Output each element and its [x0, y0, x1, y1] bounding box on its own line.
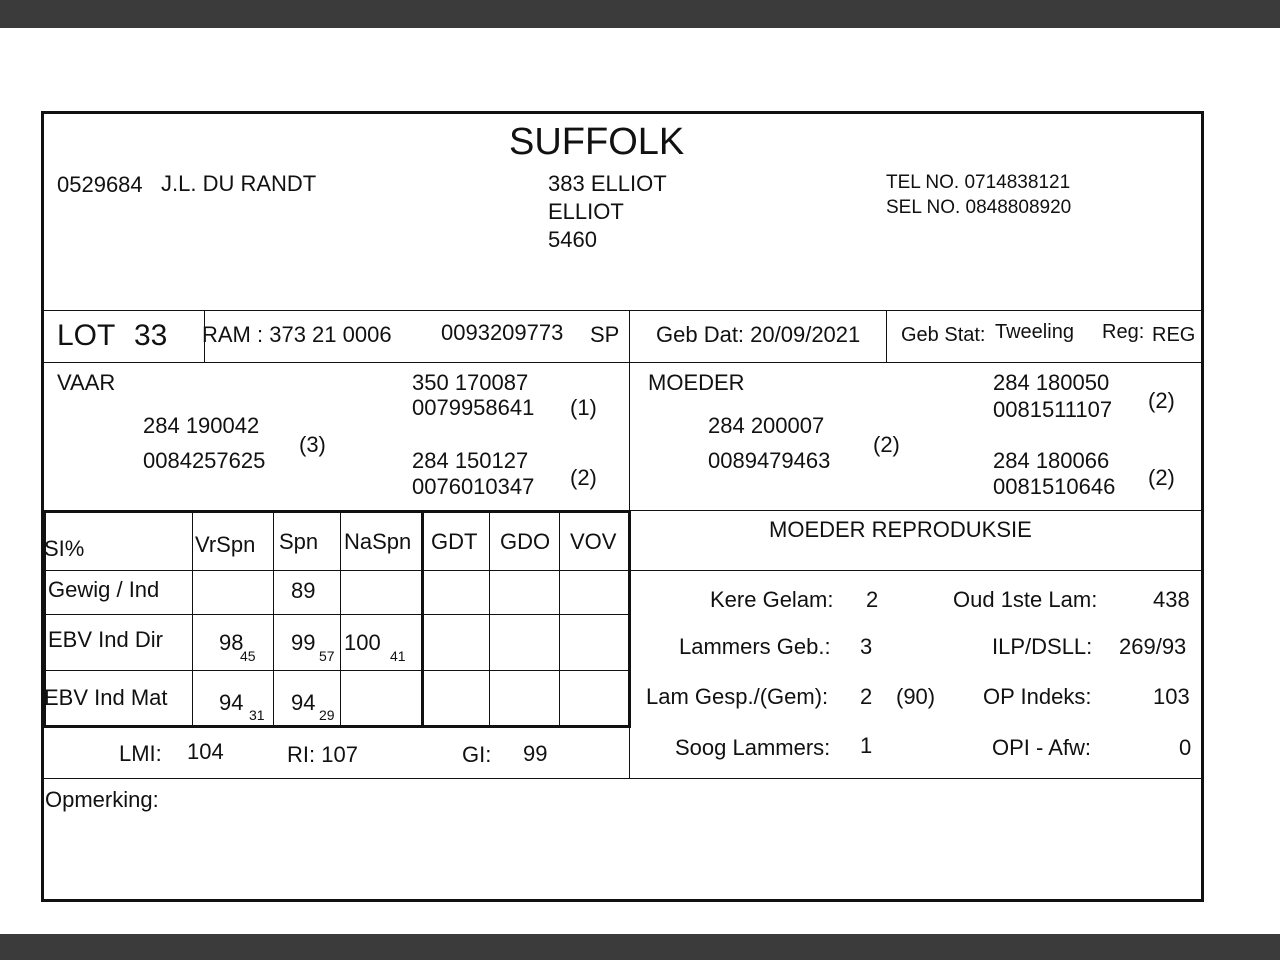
row-label-ebv-dir: EBV Ind Dir [48, 627, 163, 652]
ram-code: SP [590, 322, 620, 347]
dam-mark: (2) [873, 432, 900, 457]
reg-value: REG [1152, 324, 1196, 346]
mat-vrspn-value: 94 [219, 690, 244, 715]
divider [43, 362, 1202, 363]
breeder-id: 0529684 [57, 172, 143, 197]
dam-sire-mark: (2) [1148, 388, 1175, 413]
ilp-dsll-value: 269/93 [1119, 634, 1187, 659]
address-line-2: ELLIOT [548, 199, 624, 224]
opi-afw-value: 0 [1179, 735, 1192, 760]
divider [886, 310, 887, 363]
lam-gesp-value: 2 [860, 684, 873, 709]
soog-lammers-value: 1 [860, 733, 873, 758]
dir-spn-value: 99 [291, 630, 316, 655]
divider [43, 310, 1202, 311]
table-border [43, 510, 631, 513]
gewig-spn-value: 89 [291, 578, 316, 603]
divider [192, 510, 193, 726]
dam-sire-number: 0081511107 [993, 397, 1113, 422]
dam-sire-id: 284 180050 [993, 370, 1110, 395]
dir-naspn-accuracy: 41 [390, 648, 406, 664]
birth-status-label: Geb Stat: [901, 324, 986, 346]
kere-gelam-label: Kere Gelam: [710, 587, 834, 612]
column-header-vov: VOV [570, 529, 617, 554]
birth-status: Tweeling [995, 321, 1074, 343]
dir-spn-accuracy: 57 [319, 648, 335, 664]
divider [489, 510, 490, 726]
lmi-value: 104 [187, 739, 224, 764]
sire-dam-number: 0076010347 [412, 474, 535, 499]
lammers-geb-label: Lammers Geb.: [679, 634, 831, 659]
sire-sire-id: 350 170087 [412, 370, 529, 395]
ilp-dsll-label: ILP/DSLL: [992, 634, 1093, 659]
sire-id: 284 190042 [143, 413, 260, 438]
dam-dam-mark: (2) [1148, 465, 1175, 490]
opi-afw-label: OPI - Afw: [992, 735, 1092, 760]
sire-dam-mark: (2) [570, 465, 597, 490]
tel-number: TEL NO. 0714838121 [886, 172, 1071, 193]
dir-vrspn-value: 98 [219, 630, 244, 655]
sire-sire-number: 0079958641 [412, 395, 535, 420]
frame-bottom [41, 899, 1204, 902]
lam-gesp-label: Lam Gesp./(Gem): [646, 684, 829, 709]
oud-1ste-lam-label: Oud 1ste Lam: [953, 587, 1098, 612]
dam-id: 284 200007 [708, 413, 825, 438]
column-header-gdo: GDO [500, 529, 551, 554]
divider [43, 778, 1202, 779]
kere-gelam-value: 2 [866, 587, 879, 612]
column-header-naspn: NaSpn [344, 529, 412, 554]
birth-date: Geb Dat: 20/09/2021 [656, 322, 861, 347]
gi-label: GI: [462, 742, 492, 767]
column-header-gdt: GDT [431, 529, 478, 554]
lot-label: LOT [57, 319, 116, 352]
frame-left [41, 111, 44, 902]
si-percent-label: SI% [44, 536, 85, 561]
table-border [628, 510, 631, 728]
dam-dam-number: 0081510646 [993, 474, 1116, 499]
divider [273, 510, 274, 726]
divider [559, 510, 560, 726]
oud-1ste-lam-value: 438 [1153, 587, 1190, 612]
sire-label: VAAR [57, 370, 116, 395]
dam-label: MOEDER [648, 370, 745, 395]
lot-number: 33 [134, 319, 168, 352]
row-label-ebv-mat: EBV Ind Mat [44, 685, 168, 710]
divider [43, 614, 631, 615]
column-header-spn: Spn [279, 529, 319, 554]
gi-value: 99 [523, 741, 548, 766]
op-indeks-label: OP Indeks: [983, 684, 1092, 709]
address-line-1: 383 ELLIOT [548, 171, 667, 196]
divider [340, 510, 341, 726]
dam-number: 0089479463 [708, 448, 831, 473]
table-border [43, 725, 631, 728]
soog-lammers-label: Soog Lammers: [675, 735, 831, 760]
dir-vrspn-accuracy: 45 [240, 648, 256, 664]
mat-vrspn-accuracy: 31 [249, 707, 265, 723]
sire-number: 0084257625 [143, 448, 266, 473]
lmi-label: LMI: [119, 741, 162, 766]
ram-number: RAM : 373 21 0006 [202, 322, 392, 347]
column-header-vrspn: VrSpn [195, 532, 256, 557]
lam-gesp-gem: (90) [896, 684, 936, 709]
mat-spn-accuracy: 29 [319, 707, 335, 723]
dir-naspn-value: 100 [344, 630, 381, 655]
mat-spn-value: 94 [291, 690, 316, 715]
breeder-name: J.L. DU RANDT [161, 171, 317, 196]
divider [43, 570, 631, 571]
sire-sire-mark: (1) [570, 395, 597, 420]
lammers-geb-value: 3 [860, 634, 873, 659]
row-label-gewig: Gewig / Ind [48, 577, 160, 602]
repro-title: MOEDER REPRODUKSIE [769, 517, 1032, 542]
reg-label: Reg: [1102, 321, 1145, 343]
sire-dam-id: 284 150127 [412, 448, 529, 473]
table-border [421, 510, 424, 728]
sel-number: SEL NO. 0848808920 [886, 197, 1072, 218]
dam-dam-id: 284 180066 [993, 448, 1110, 473]
frame-right [1201, 111, 1204, 902]
remarks-label: Opmerking: [45, 787, 159, 812]
ri-value: RI: 107 [287, 742, 358, 767]
divider [629, 570, 1202, 571]
divider [43, 670, 631, 671]
ram-id: 0093209773 [441, 320, 564, 345]
breed-title: SUFFOLK [509, 121, 685, 163]
sire-mark: (3) [299, 432, 326, 457]
address-line-3: 5460 [548, 227, 597, 252]
op-indeks-value: 103 [1153, 684, 1190, 709]
frame-top [41, 111, 1204, 114]
